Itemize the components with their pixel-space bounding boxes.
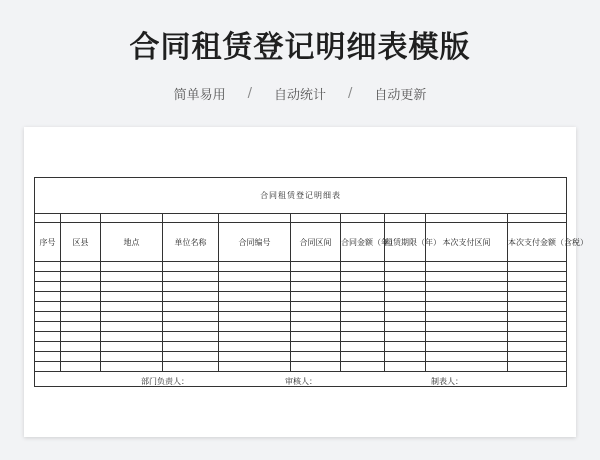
table-row [35, 262, 567, 272]
table-cell[interactable] [35, 332, 61, 342]
table-cell[interactable] [341, 332, 385, 342]
table-cell[interactable] [61, 292, 101, 302]
tag-separator: / [348, 86, 353, 101]
table-cell[interactable] [291, 322, 341, 332]
table-cell[interactable] [61, 352, 101, 362]
spacer-row [35, 214, 567, 223]
table-cell[interactable] [61, 362, 101, 372]
table-cell[interactable] [101, 352, 163, 362]
table-cell[interactable] [219, 272, 291, 282]
table-cell[interactable] [385, 262, 426, 272]
table-cell[interactable] [61, 332, 101, 342]
table-cell[interactable] [385, 362, 426, 372]
register-table [34, 177, 588, 387]
table-cell[interactable] [341, 312, 385, 322]
tag-auto-update: 自动更新 [374, 88, 427, 103]
table-cell[interactable] [35, 292, 61, 302]
table-cell[interactable] [219, 312, 291, 322]
table-cell[interactable] [385, 342, 426, 352]
table-cell[interactable] [101, 272, 163, 282]
table-cell[interactable] [426, 312, 508, 322]
table-cell[interactable] [341, 262, 385, 272]
table-cell[interactable] [341, 292, 385, 302]
table-cell[interactable] [385, 332, 426, 342]
table-cell[interactable] [291, 352, 341, 362]
table-cell[interactable] [163, 262, 219, 272]
table-cell[interactable] [163, 272, 219, 282]
table-cell[interactable] [61, 322, 101, 332]
table-cell[interactable] [291, 302, 341, 312]
tag-separator: / [247, 86, 252, 101]
table-cell[interactable] [508, 282, 567, 292]
table-row [35, 312, 567, 322]
reviewer-signature-label: 审核人： [285, 377, 317, 386]
table-cell[interactable] [219, 362, 291, 372]
signature-cell [35, 372, 567, 387]
tag-easy-to-use: 简单易用 [173, 88, 226, 103]
table-row [35, 292, 567, 302]
table-cell[interactable] [385, 282, 426, 292]
table-row [35, 362, 567, 372]
preparer-signature-label: 制表人： [431, 377, 463, 386]
table-cell[interactable] [101, 312, 163, 322]
table-cell[interactable] [35, 322, 61, 332]
table-cell[interactable] [291, 262, 341, 272]
table-cell[interactable] [291, 312, 341, 322]
table-row [35, 282, 567, 292]
table-cell[interactable] [101, 362, 163, 372]
tag-auto-statistics: 自动统计 [273, 88, 326, 103]
table-cell[interactable] [508, 262, 567, 272]
table-cell[interactable] [341, 282, 385, 292]
column-header: 合同区间 [291, 223, 341, 262]
table-row [35, 332, 567, 342]
table-cell[interactable] [35, 342, 61, 352]
column-header: 合同编号 [219, 223, 291, 262]
table-cell[interactable] [426, 282, 508, 292]
table-cell[interactable] [101, 302, 163, 312]
table-cell[interactable] [508, 312, 567, 322]
table-cell[interactable] [61, 342, 101, 352]
owner-signature-label: 部门负责人： [141, 377, 189, 386]
column-header: 区县 [61, 223, 101, 262]
table-cell[interactable] [35, 262, 61, 272]
table-cell[interactable] [101, 282, 163, 292]
feature-tagline [0, 84, 600, 103]
table-cell[interactable] [508, 352, 567, 362]
table-cell[interactable] [163, 362, 219, 372]
table-cell[interactable] [426, 302, 508, 312]
table-title-row [35, 178, 567, 214]
table-cell[interactable] [35, 282, 61, 292]
column-header: 序号 [35, 223, 61, 262]
column-header: 租赁期限（年） [385, 223, 426, 262]
table-cell[interactable] [508, 342, 567, 352]
table-cell[interactable] [35, 302, 61, 312]
table-cell[interactable] [219, 332, 291, 342]
table-cell[interactable] [163, 342, 219, 352]
table-cell[interactable] [163, 282, 219, 292]
table-cell[interactable] [61, 262, 101, 272]
table-cell[interactable] [35, 272, 61, 282]
table-cell[interactable] [385, 302, 426, 312]
table-cell[interactable] [508, 332, 567, 342]
table-row [35, 352, 567, 362]
table-cell[interactable] [35, 352, 61, 362]
table-row [35, 272, 567, 282]
table-cell[interactable] [101, 332, 163, 342]
table-row [35, 342, 567, 352]
table-cell[interactable] [61, 282, 101, 292]
table-cell[interactable] [35, 312, 61, 322]
table-cell[interactable] [426, 322, 508, 332]
table-cell[interactable] [508, 292, 567, 302]
column-header-row [35, 223, 567, 262]
column-header: 本次支付区间 [426, 223, 508, 262]
table-cell[interactable] [101, 342, 163, 352]
table-cell[interactable] [426, 272, 508, 282]
table-cell[interactable] [163, 312, 219, 322]
table-cell[interactable] [101, 262, 163, 272]
table-cell[interactable] [385, 292, 426, 302]
table-cell[interactable] [219, 292, 291, 302]
table-cell[interactable] [163, 292, 219, 302]
table-cell[interactable] [508, 302, 567, 312]
table-cell[interactable] [385, 322, 426, 332]
table-cell[interactable] [385, 352, 426, 362]
table-cell[interactable] [426, 262, 508, 272]
table-cell[interactable] [219, 322, 291, 332]
table-cell[interactable] [219, 302, 291, 312]
table-cell[interactable] [101, 322, 163, 332]
spreadsheet-preview [24, 127, 588, 437]
table-cell[interactable] [219, 262, 291, 272]
table-cell[interactable] [426, 362, 508, 372]
table-cell[interactable] [291, 292, 341, 302]
signature-row [35, 372, 567, 387]
table-cell[interactable] [61, 272, 101, 282]
table-row [35, 302, 567, 312]
table-cell[interactable] [291, 272, 341, 282]
page-title: 合同租赁登记明细表模版 [129, 30, 471, 65]
table-cell[interactable] [291, 362, 341, 372]
table-cell[interactable] [385, 312, 426, 322]
table-cell[interactable] [163, 322, 219, 332]
table-cell[interactable] [508, 322, 567, 332]
table-cell[interactable] [291, 282, 341, 292]
table-cell[interactable] [426, 352, 508, 362]
table-cell[interactable] [101, 292, 163, 302]
table-cell[interactable] [508, 272, 567, 282]
table-row [35, 322, 567, 332]
table-cell[interactable] [341, 342, 385, 352]
table-cell[interactable] [219, 282, 291, 292]
table-cell[interactable] [35, 362, 61, 372]
table-cell[interactable] [508, 362, 567, 372]
table-cell[interactable] [61, 302, 101, 312]
table-cell[interactable] [426, 332, 508, 342]
table-cell[interactable] [426, 292, 508, 302]
table-cell[interactable] [163, 302, 219, 312]
table-cell[interactable] [219, 352, 291, 362]
table-cell[interactable] [341, 352, 385, 362]
table-cell[interactable] [61, 312, 101, 322]
table-cell[interactable] [163, 352, 219, 362]
column-header: 单位名称 [163, 223, 219, 262]
column-header: 本次支付金额（含税） [508, 223, 567, 262]
table-cell[interactable] [341, 272, 385, 282]
column-header: 地点 [101, 223, 163, 262]
table-cell[interactable] [385, 272, 426, 282]
table-cell[interactable] [163, 332, 219, 342]
table-cell[interactable] [341, 322, 385, 332]
table-cell[interactable] [219, 342, 291, 352]
table-cell[interactable] [341, 362, 385, 372]
table-cell[interactable] [341, 302, 385, 312]
table-cell[interactable] [291, 342, 341, 352]
table-cell[interactable] [426, 342, 508, 352]
table-cell[interactable] [291, 332, 341, 342]
column-header: 合同金额（年） [341, 223, 385, 262]
table-title: 合同租赁登记明细表 [35, 178, 567, 214]
